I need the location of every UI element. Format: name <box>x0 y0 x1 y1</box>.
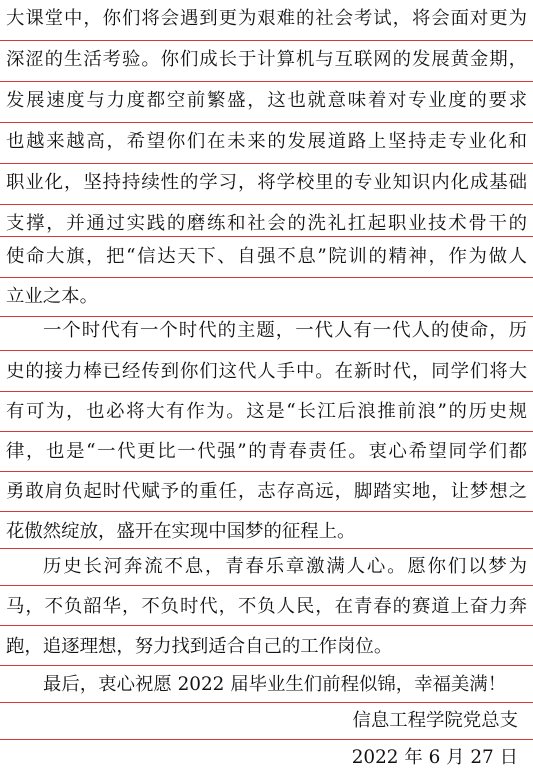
paragraph-first-line: 最后，衷心祝愿 2022 届毕业生们前程似锦，幸福美满！ <box>43 674 507 695</box>
ruled-line <box>0 548 533 549</box>
text-line: 深涩的生活考验。你们成长于计算机与互联网的发展黄金期， <box>6 49 527 70</box>
ruled-line <box>0 40 533 41</box>
text-line: 支撑，并通过实践的磨练和社会的洗礼扛起职业技术骨干的 <box>6 213 527 234</box>
ruled-line <box>0 81 533 82</box>
ruled-line <box>0 585 533 586</box>
ruled-line <box>0 739 533 740</box>
ruled-line <box>0 431 533 432</box>
ruled-line <box>0 391 533 392</box>
ruled-line <box>0 471 533 472</box>
ruled-line <box>0 665 533 666</box>
text-line: 跑，追逐理想，努力找到适合自己的工作岗位。 <box>6 636 393 657</box>
text-line: 有可为，也必将大有作为。这是“长江后浪推前浪”的历史规 <box>6 401 527 422</box>
text-line: 大课堂中，你们将会遇到更为艰难的社会考试，将会面对更为 <box>6 8 527 29</box>
text-line: 立业之本。 <box>6 286 98 307</box>
paragraph-first-line: 一个时代有一个时代的主题，一代人有一代人的使命，历 <box>43 320 527 341</box>
text-line: 使命大旗，把“信达天下、自强不息”院训的精神，作为做人 <box>6 246 527 267</box>
text-line: 马，不负韶华，不负时代，不负人民，在青春的赛道上奋力奔 <box>6 596 527 617</box>
signature-date: 2022 年 6 月 27 日 <box>351 747 518 768</box>
text-line: 律，也是“一代更比一代强”的青春责任。衷心希望同学们都 <box>6 441 527 462</box>
text-line: 史的接力棒已经传到你们这代人手中。在新时代，同学们将大 <box>6 361 527 382</box>
ruled-line <box>0 702 533 703</box>
text-line: 职业化，坚持持续性的学习，将学校里的专业知识内化成基础 <box>6 172 527 193</box>
ruled-line <box>0 277 533 278</box>
ruled-line <box>0 122 533 123</box>
ruled-line <box>0 163 533 164</box>
ruled-line <box>0 625 533 626</box>
ruled-line <box>0 350 533 351</box>
ruled-line <box>0 204 533 205</box>
text-line: 发展速度与力度都空前繁盛，这也就意味着对专业度的要求 <box>6 90 527 111</box>
signature-organization: 信息工程学院党总支 <box>352 710 518 731</box>
text-line: 勇敢肩负起时代赋予的重任，志存高远，脚踏实地，让梦想之 <box>6 481 527 502</box>
paragraph-first-line: 历史长河奔流不息，青春乐章激满人心。愿你们以梦为 <box>43 556 527 577</box>
ruled-line <box>0 236 533 237</box>
text-line: 花傲然绽放，盛开在实现中国梦的征程上。 <box>6 521 356 542</box>
ruled-line <box>0 511 533 512</box>
text-line: 也越来越高，希望你们在未来的发展道路上坚持走专业化和 <box>6 131 527 152</box>
